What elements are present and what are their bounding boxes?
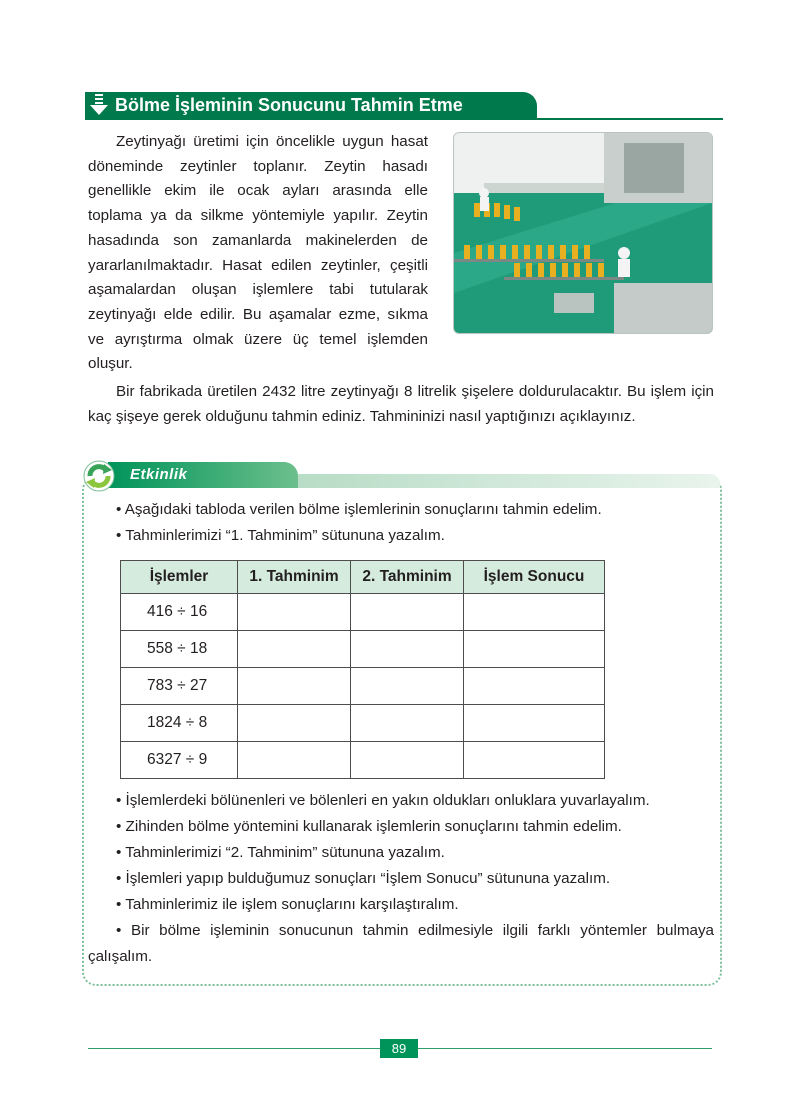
column-header-first-estimate: 1. Tahminim: [238, 561, 351, 594]
second-estimate-cell: [351, 742, 464, 779]
operation-cell: 783 ÷ 27: [121, 668, 238, 705]
activity-header: [80, 458, 720, 494]
page-number: 89: [380, 1039, 418, 1058]
down-arrow-icon: [89, 94, 109, 116]
operation-cell: 6327 ÷ 9: [121, 742, 238, 779]
first-estimate-cell: [238, 594, 351, 631]
second-estimate-cell: [351, 594, 464, 631]
activity-instructions-top: [100, 497, 714, 549]
table-row: [121, 742, 605, 779]
operation-cell: 558 ÷ 18: [121, 631, 238, 668]
operation-cell: 416 ÷ 16: [121, 594, 238, 631]
second-estimate-cell: [351, 705, 464, 742]
table-row: [121, 631, 605, 668]
result-cell: [464, 631, 605, 668]
olive-oil-factory-photo: [453, 132, 713, 334]
result-cell: [464, 594, 605, 631]
activity-label: Etkinlik: [130, 466, 188, 483]
instruction-item: • Tahminlerimizi “1. Tahminim” sütununa yazalım.: [116, 527, 445, 544]
table-row: [121, 705, 605, 742]
question-paragraph: Bir fabrikada üretilen 2432 litre zeytinyağı 8 litrelik şişelere doldurulacaktır. Bu işlem için kaç şişeye gerek olduğunu tahmin ediniz. Tahmininizi nasıl yaptığınızı açıklayınız.: [88, 383, 714, 425]
instruction-item: • Tahminlerimiz ile işlem sonuçlarını karşılaştıralım.: [116, 896, 459, 913]
column-header-result: İşlem Sonucu: [464, 561, 605, 594]
estimation-table: [120, 560, 605, 779]
table-header-row: [121, 561, 605, 594]
first-estimate-cell: [238, 668, 351, 705]
instruction-item: • İşlemlerdeki bölünenleri ve bölenleri en yakın oldukları onluklara yuvarlayalım.: [116, 792, 650, 809]
table-row: [121, 594, 605, 631]
second-estimate-cell: [351, 668, 464, 705]
column-header-second-estimate: 2. Tahminim: [351, 561, 464, 594]
instruction-item: • Zihinden bölme yöntemini kullanarak işlemlerin sonuçlarını tahmin edelim.: [116, 818, 622, 835]
activity-instructions-bottom: [100, 788, 714, 918]
instruction-item: • Tahminlerimizi “2. Tahminim” sütununa yazalım.: [116, 844, 445, 861]
first-estimate-cell: [238, 631, 351, 668]
first-estimate-cell: [238, 742, 351, 779]
first-estimate-cell: [238, 705, 351, 742]
instruction-item: • Aşağıdaki tabloda verilen bölme işlemlerinin sonuçlarını tahmin edelim.: [116, 501, 602, 518]
result-cell: [464, 742, 605, 779]
intro-paragraph: Zeytinyağı üretimi için öncelikle uygun hasat döneminde zeytinler toplanır. Zeytin hasadı genellikle ekim ile ocak ayları arasında elle toplama ya da silkme yöntemiyle yapılır. Zeytin hasadında son zamanlarda makinelerden de yararlanılmaktadır. Hasat edilen zeytinler, çeşitli aşamalardan oluşan işlemlere tabi tutularak zeytinyağı elde edilir. Bu aşamalar ezme, sıkma ve ayrıştırma olmak üzere üç temel işlemden oluşur.: [88, 133, 428, 373]
section-header-underline: [85, 118, 723, 120]
activity-cycle-icon: [82, 458, 116, 494]
instruction-item: • İşlemleri yapıp bulduğumuz sonuçları “İşlem Sonucu” sütununa yazalım.: [116, 870, 611, 887]
operation-cell: 1824 ÷ 8: [121, 705, 238, 742]
section-title: Bölme İşleminin Sonucunu Tahmin Etme: [115, 95, 463, 115]
second-estimate-cell: [351, 631, 464, 668]
instruction-item-last: • Bir bölme işleminin sonucunun tahmin edilmesiyle ilgili farklı yöntemler bulmaya çalışalım.: [88, 922, 714, 965]
section-header: [85, 92, 537, 118]
column-header-operations: İşlemler: [121, 561, 238, 594]
result-cell: [464, 668, 605, 705]
activity-header-fade: [290, 474, 720, 488]
table-row: [121, 668, 605, 705]
result-cell: [464, 705, 605, 742]
